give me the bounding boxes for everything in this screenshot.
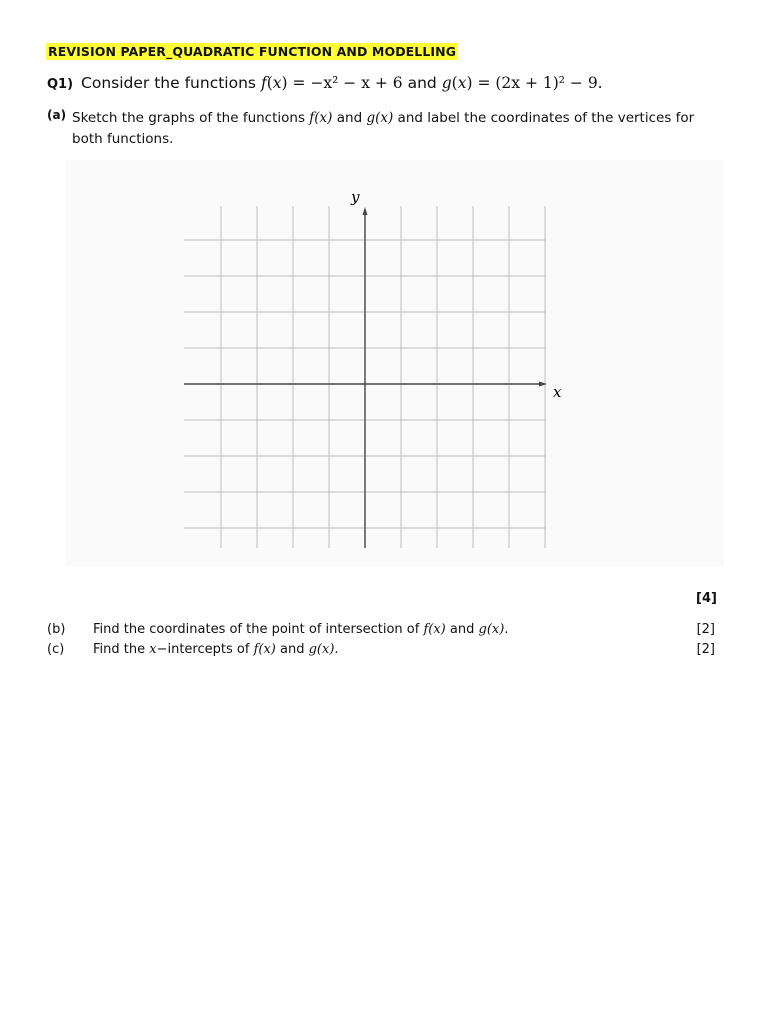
axes: [184, 207, 547, 548]
part-c-label: (c): [47, 642, 65, 657]
part-c: [47, 642, 715, 660]
part-c-text-2: −intercepts of: [156, 642, 250, 657]
gx-symbol: g(x): [308, 642, 335, 657]
y-axis-label: y: [351, 188, 360, 206]
part-a-text-3: and label the coordinates of the vertices for both functions.: [72, 110, 695, 147]
x-axis-arrow: [539, 382, 547, 387]
part-a: [47, 108, 727, 150]
part-c-marks: [2]: [696, 642, 715, 657]
gx-symbol: g(x): [366, 110, 394, 126]
part-b-text-2: and: [449, 622, 475, 637]
part-c-text-3: and: [280, 642, 305, 657]
gx-symbol: g(x): [478, 622, 505, 637]
part-b-marks: [2]: [696, 622, 715, 637]
question-intro: Consider the functions: [81, 74, 256, 92]
and-word: and: [407, 74, 437, 92]
graph-area: [66, 160, 724, 566]
part-a-marks: [4]: [696, 591, 717, 606]
y-axis-arrow: [363, 207, 368, 215]
paper-title: REVISION PAPER_QUADRATIC FUNCTION AND MODELLING: [48, 44, 457, 59]
g-name: g: [441, 74, 452, 92]
part-b-label: (b): [47, 622, 66, 637]
part-c-text-1: Find the: [93, 642, 146, 657]
x-axis-label: x: [553, 383, 562, 401]
x-symbol: x: [149, 642, 157, 657]
part-a-label: (a): [47, 108, 67, 122]
part-b-text: Find the coordinates of the point of intersection of f(x) and g(x).: [93, 622, 509, 637]
fx-symbol: f(x): [253, 642, 276, 657]
part-c-text: Find the x−intercepts of f(x) and g(x).: [93, 642, 339, 657]
f-name: f: [260, 74, 267, 92]
fx-symbol: f(x): [309, 110, 333, 126]
question-1: Q1) Consider the functions f(x) = −x² − x + 6 and g(x) = (2x + 1)² − 9.: [47, 74, 603, 92]
part-a-text: [72, 108, 727, 150]
coordinate-grid: [66, 160, 724, 566]
f-expression: = −x² − x + 6: [292, 74, 403, 92]
part-b: [47, 622, 715, 640]
part-a-text-2: and: [336, 110, 363, 126]
fx-symbol: f(x): [423, 622, 446, 637]
question-number: Q1): [47, 77, 74, 92]
g-expression: = (2x + 1)² − 9.: [477, 74, 603, 92]
part-a-text-1: Sketch the graphs of the functions: [72, 110, 305, 126]
part-b-text-1: Find the coordinates of the point of intersection of: [93, 622, 420, 637]
